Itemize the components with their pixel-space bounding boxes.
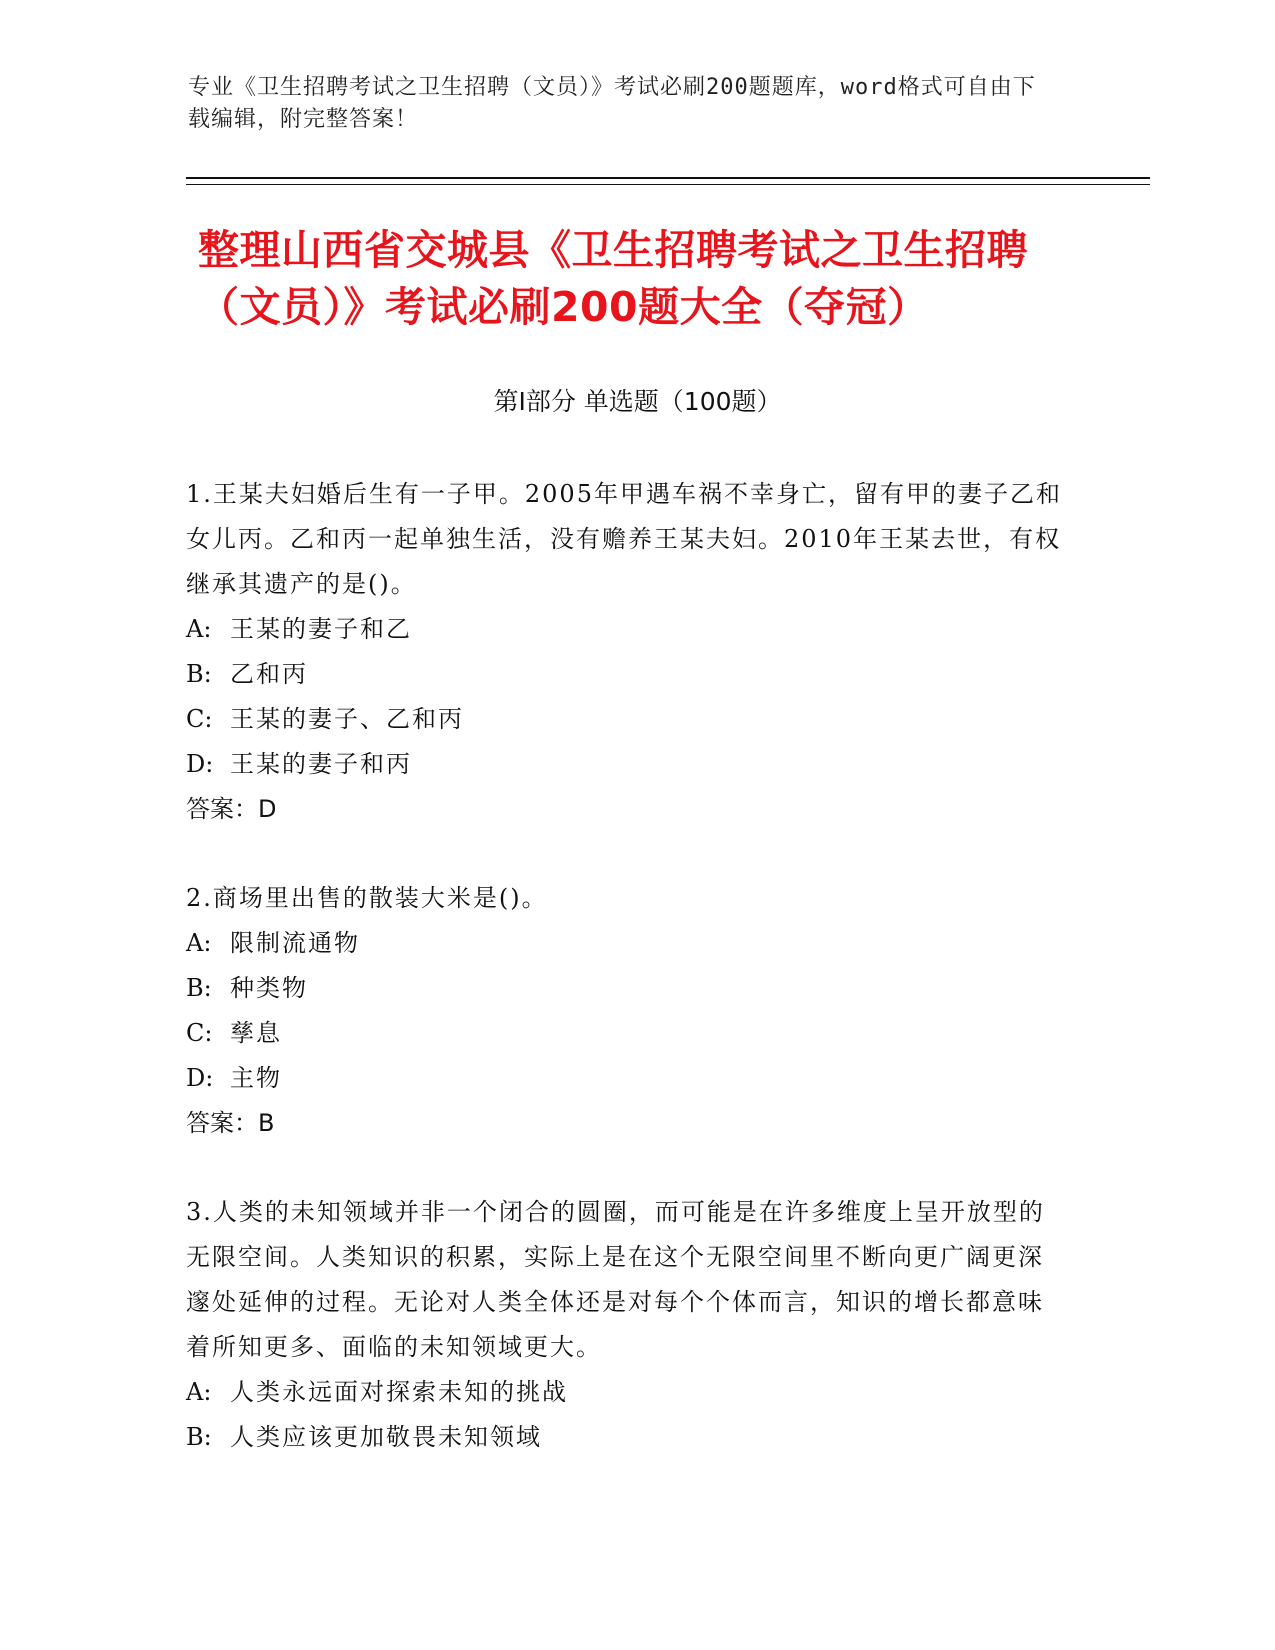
answer: 答案：B [186, 1109, 275, 1137]
option-b [186, 966, 1066, 1011]
question-2 [186, 876, 1066, 1146]
question-stem: 1.王某夫妇婚后生有一子甲。2005年甲遇车祸不幸身亡，留有甲的妻子乙和女儿丙。乙和丙一起单独生活，没有赡养王某夫妇。2010年王某去世，有权继承其遗产的是()。 [186, 480, 1062, 598]
header-note: 专业《卫生招聘考试之卫生招聘（文员）》考试必刷200题题库，word格式可自由下载编辑，附完整答案！ [188, 75, 1036, 132]
option-letter: A: [186, 1378, 212, 1406]
option-a [186, 1370, 1066, 1415]
option-letter: D: [186, 1064, 214, 1092]
option-letter: B: [186, 974, 212, 1002]
option-text: 限制流通物 [230, 929, 360, 957]
option-text: 王某的妻子和乙 [230, 615, 412, 643]
option-text: 乙和丙 [230, 660, 308, 688]
answer: 答案：D [186, 795, 277, 823]
option-text: 孳息 [230, 1019, 282, 1047]
section-heading: 第Ⅰ部分 单选题（100题） [493, 387, 782, 416]
option-text: 主物 [230, 1064, 282, 1092]
option-text: 人类永远面对探索未知的挑战 [230, 1378, 568, 1406]
option-text: 王某的妻子、乙和丙 [230, 705, 464, 733]
option-text: 人类应该更加敬畏未知领域 [230, 1423, 542, 1451]
option-letter: C: [186, 705, 213, 733]
option-letter: B: [186, 1423, 212, 1451]
option-a [186, 607, 1066, 652]
question-3 [186, 1190, 1066, 1460]
option-text: 种类物 [230, 974, 308, 1002]
question-1 [186, 472, 1066, 832]
option-b [186, 652, 1066, 697]
option-letter: D: [186, 750, 214, 778]
question-list [186, 472, 1066, 1504]
question-stem: 3.人类的未知领域并非一个闭合的圆圈，而可能是在许多维度上呈开放型的无限空间。人类知识的积累，实际上是在这个无限空间里不断向更广阔更深邃处延伸的过程。无论对人类全体还是对每个个体而言，知识的增长都意味着所知更多、面临的未知领域更大。 [186, 1198, 1045, 1361]
option-letter: A: [186, 929, 212, 957]
option-d [186, 742, 1066, 787]
option-c [186, 1011, 1066, 1056]
document-title: 整理山西省交城县《卫生招聘考试之卫生招聘（文员）》考试必刷200题大全（夺冠） [198, 226, 1028, 331]
option-letter: C: [186, 1019, 213, 1047]
option-d [186, 1056, 1066, 1101]
question-stem: 2.商场里出售的散装大米是()。 [186, 884, 548, 912]
option-a [186, 921, 1066, 966]
option-text: 王某的妻子和丙 [230, 750, 412, 778]
header-rule-thick [186, 177, 1150, 179]
option-letter: B: [186, 660, 212, 688]
option-letter: A: [186, 615, 212, 643]
option-c [186, 697, 1066, 742]
header-rule-thin [186, 184, 1150, 185]
option-b [186, 1415, 1066, 1460]
